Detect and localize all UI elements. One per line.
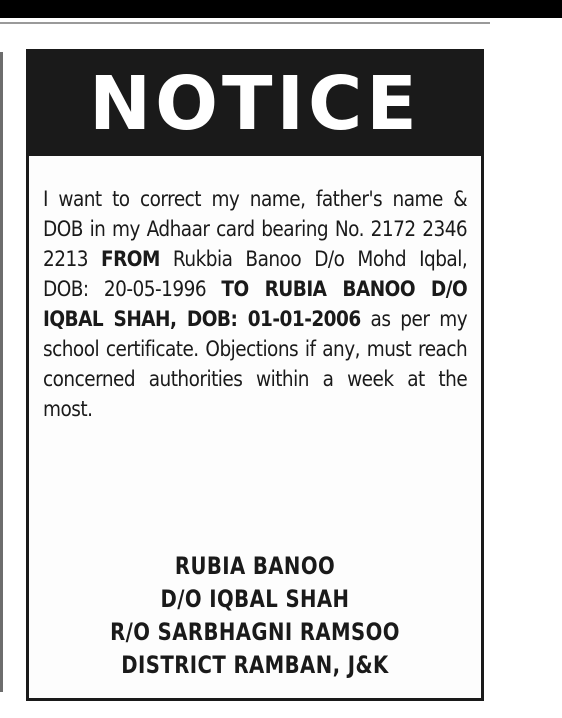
signature-district: DISTRICT RAMBAN, J&K <box>121 651 389 679</box>
notice-body <box>43 184 467 424</box>
notice-box <box>26 49 484 701</box>
notice-from-value: Rukbia Banoo D/o Mohd Iqbal, DOB: 20-05-1996 <box>43 247 468 301</box>
notice-title: NOTICE <box>89 61 421 147</box>
notice-header <box>29 52 481 154</box>
notice-from-label: FROM <box>100 247 160 271</box>
signature-residence: R/O SARBHAGNI RAMSOO <box>110 618 400 646</box>
notice-closing: as per my school certificate. Objections if any, must reach concerned authorities within a week at the most. <box>43 307 468 421</box>
notice-to-value: TO RUBIA BANOO D/O IQBAL SHAH, DOB: 01-01-2006 <box>43 277 468 331</box>
signature-relation: D/O IQBAL SHAH <box>160 585 350 613</box>
top-border-rule <box>0 0 562 18</box>
column-divider <box>0 52 3 692</box>
notice-intro: I want to correct my name, father's name & DOB in my Adhaar card bearing No. 2172 2346 2213 <box>43 187 468 271</box>
signature-name: RUBIA BANOO <box>174 552 336 580</box>
signature-block <box>29 550 481 682</box>
top-thin-rule <box>0 22 490 24</box>
